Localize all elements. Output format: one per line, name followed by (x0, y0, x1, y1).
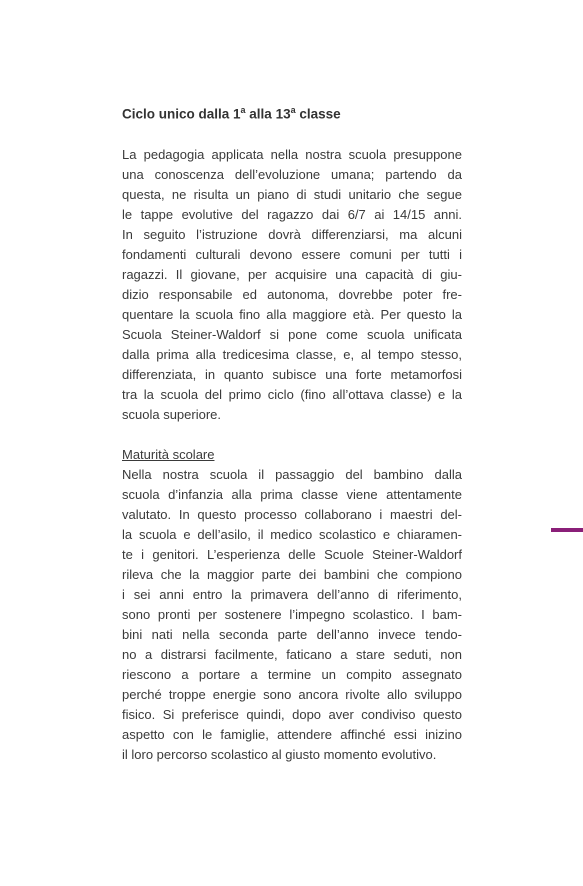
section-heading (122, 100, 462, 125)
paragraph-line: rileva che la maggior parte dei bambini che compiono (122, 566, 462, 582)
heading-text: Ciclo unico dalla 1 (122, 106, 241, 122)
paragraph-line: sono pronti per sostenere l’impegno scolastico. I bam- (122, 606, 462, 622)
paragraph-line: la scuola e dell’asilo, il medico scolastico e chiaramen- (122, 526, 462, 542)
paragraph-line: questa, ne risulta un piano di studi unitario che segue (122, 186, 462, 202)
page-content (122, 100, 462, 765)
paragraph-line: differenziata, in quanto subisce una forte metamorfosi (122, 366, 462, 382)
paragraph-line: La pedagogia applicata nella nostra scuola presuppone (122, 146, 462, 162)
paragraph-line: aspetto con le famiglie, attendere affinché essi inizino (122, 726, 462, 742)
paragraph-line: no a distrarsi facilmente, faticano a stare seduti, non (122, 646, 462, 662)
paragraph-line: ragazzi. Il giovane, per acquisire una capacità di giu- (122, 266, 462, 282)
paragraph-line: Scuola Steiner-Waldorf si pone come scuola unificata (122, 326, 462, 342)
paragraph-maturita (122, 445, 462, 765)
paragraph-line: valutato. In questo processo collaborano i maestri del- (122, 506, 462, 522)
paragraph-pedagogia (122, 145, 462, 425)
heading-text: alla 13 (245, 106, 291, 122)
heading-superscript: a (290, 105, 296, 115)
paragraph-line: le tappe evolutive del ragazzo dai 6/7 ai 14/15 anni. (122, 206, 462, 222)
paragraph-line: Nella nostra scuola il passaggio del bambino dalla (122, 466, 462, 482)
paragraph-line: scuola d’infanzia alla prima classe viene attentamente (122, 486, 462, 502)
paragraph-line: dalla prima alla tredicesima classe, e, al tempo stesso, (122, 346, 462, 362)
paragraph-line: te i genitori. L’esperienza delle Scuole Steiner-Waldorf (122, 546, 462, 562)
heading-text: classe (295, 106, 341, 122)
paragraph-line: quentare la scuola fino alla maggiore età. Per questo la (122, 306, 462, 322)
paragraph-line: il loro percorso scolastico al giusto momento evolutivo. (122, 746, 437, 762)
paragraph-line: una conoscenza dell’evoluzione umana; partendo da (122, 166, 462, 182)
paragraph-line: perché troppe energie sono ancora rivolte allo sviluppo (122, 686, 462, 702)
paragraph-line: i sei anni entro la primavera dell’anno di riferimento, (122, 586, 462, 602)
paragraph-line: fisico. Si preferisce quindi, dopo aver condiviso questo (122, 706, 462, 722)
paragraph-line: riescono a portare a termine un compito assegnato (122, 666, 462, 682)
heading-superscript: a (240, 105, 246, 115)
paragraph-line: tra la scuola del primo ciclo (fino all’ottava classe) e la (122, 386, 462, 402)
paragraph-line: scuola superiore. (122, 406, 221, 422)
paragraph-line: bini nati nella seconda parte dell’anno invece tendo- (122, 626, 462, 642)
accent-bar (551, 528, 583, 532)
subheading-maturita: Maturità scolare (122, 446, 215, 462)
paragraph-line: In seguito l’istruzione dovrà differenziarsi, ma alcuni (122, 226, 462, 242)
paragraph-line: dizio responsabile ed autonoma, dovrebbe poter fre- (122, 286, 462, 302)
paragraph-line: fondamenti culturali devono essere comuni per tutti i (122, 246, 462, 262)
